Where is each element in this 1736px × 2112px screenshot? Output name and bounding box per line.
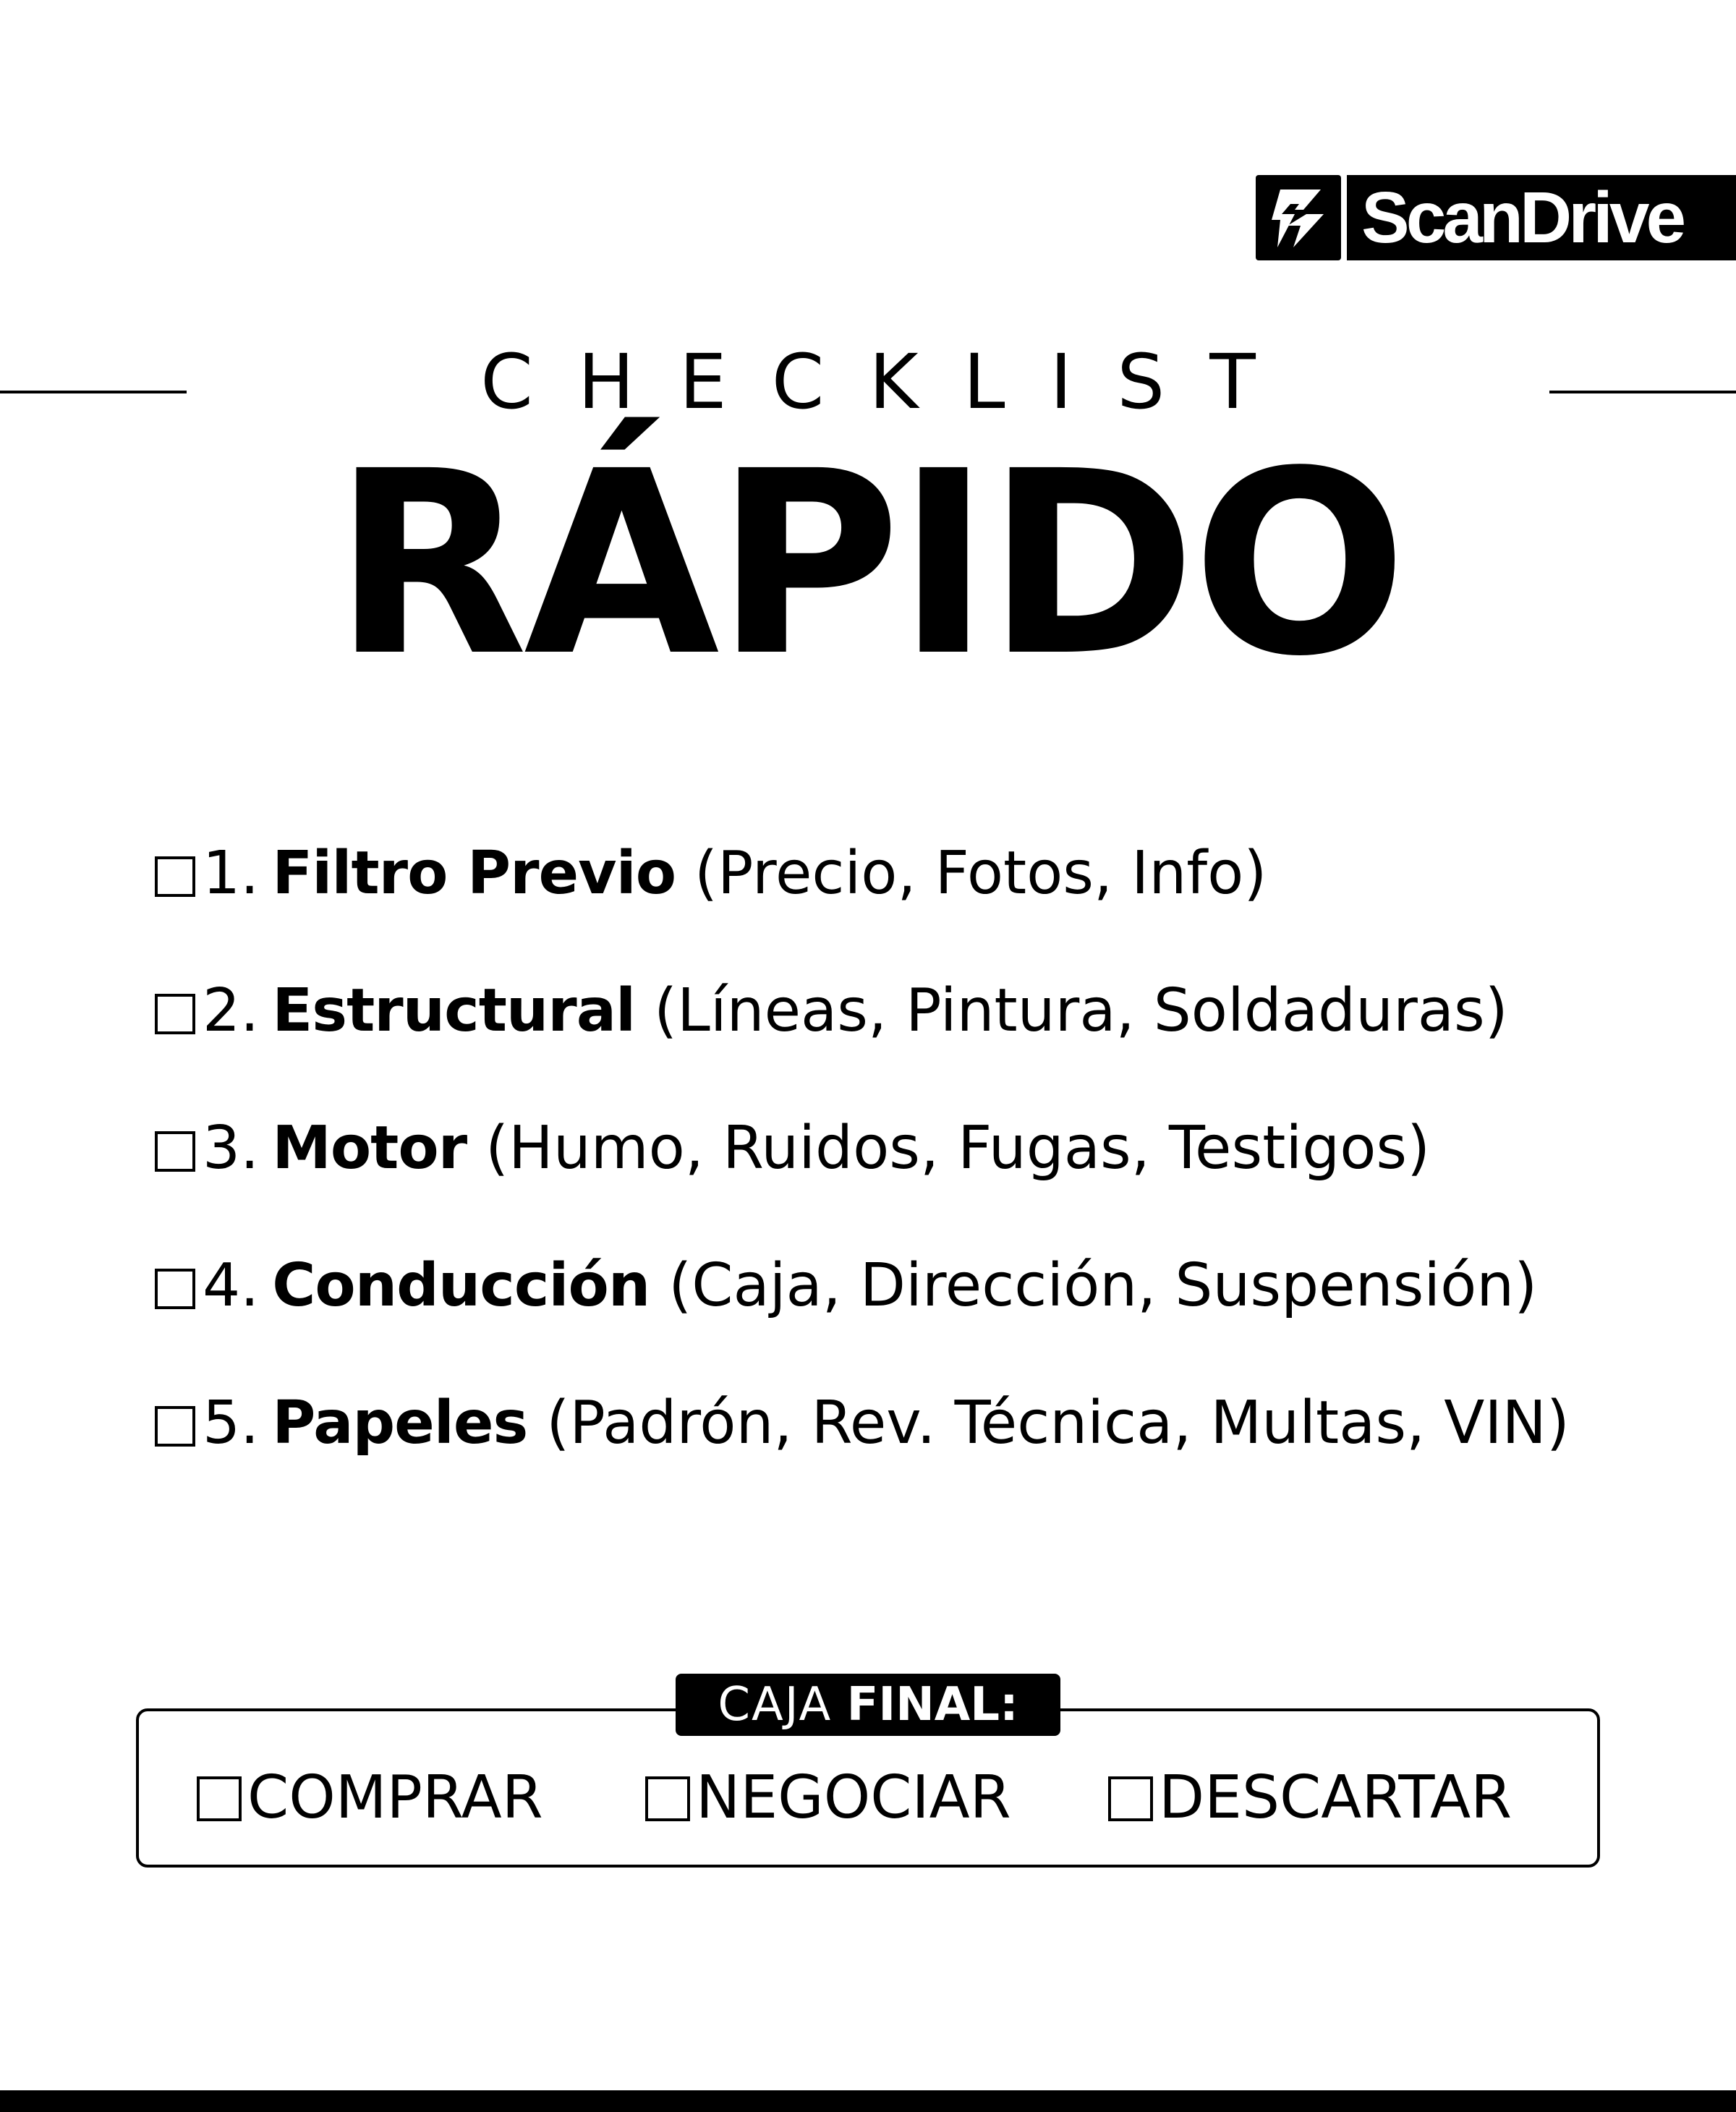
item-detail: (Padrón, Rev. Técnica, Multas, VIN) — [546, 1389, 1570, 1457]
checkbox-icon[interactable] — [155, 1406, 195, 1447]
option-label: DESCARTAR — [1159, 1763, 1512, 1832]
header-kicker: CHECKLIST — [480, 338, 1301, 426]
item-title: Estructural — [272, 976, 636, 1045]
checkbox-icon[interactable] — [155, 856, 195, 897]
item-title: Papeles — [272, 1389, 528, 1457]
item-title: Filtro Previo — [272, 839, 676, 908]
option-label: NEGOCIAR — [696, 1763, 1011, 1832]
item-number: 3. — [203, 1114, 260, 1183]
checkbox-icon[interactable] — [645, 1776, 690, 1821]
header-rule-right — [1549, 391, 1736, 393]
item-title: Motor — [272, 1114, 467, 1183]
checkbox-icon[interactable] — [155, 1269, 195, 1309]
item-detail: (Caja, Dirección, Suspensión) — [668, 1251, 1538, 1320]
item-number: 2. — [203, 976, 260, 1045]
item-detail: (Humo, Ruidos, Fugas, Testigos) — [485, 1114, 1431, 1183]
item-number: 1. — [203, 839, 260, 908]
checklist-item-2[interactable] — [155, 975, 1659, 1112]
checklist-item-5[interactable] — [155, 1387, 1659, 1525]
checklist-item-1[interactable] — [155, 838, 1659, 975]
lightning-bolt-icon — [1256, 175, 1341, 260]
item-number: 5. — [203, 1389, 260, 1457]
option-negociar[interactable] — [645, 1762, 1011, 1834]
bottom-bar — [0, 2090, 1736, 2112]
option-label: COMPRAR — [247, 1763, 543, 1832]
page-title: RÁPIDO — [333, 417, 1403, 712]
brand-name: ScanDrive — [1347, 175, 1736, 260]
item-title: Conducción — [272, 1251, 650, 1320]
final-label-regular: CAJA — [718, 1678, 833, 1732]
item-number: 4. — [203, 1251, 260, 1320]
checklist-item-3[interactable] — [155, 1112, 1659, 1250]
checklist-item-4[interactable] — [155, 1250, 1659, 1387]
checkbox-icon[interactable] — [1108, 1776, 1153, 1821]
header-rule-left — [0, 391, 187, 393]
option-descartar[interactable] — [1108, 1762, 1512, 1834]
final-decision-label — [676, 1674, 1060, 1736]
final-label-bold: FINAL: — [846, 1678, 1018, 1732]
checkbox-icon[interactable] — [155, 994, 195, 1034]
item-detail: (Precio, Fotos, Info) — [694, 839, 1267, 908]
item-detail: (Líneas, Pintura, Soldaduras) — [654, 976, 1508, 1045]
checkbox-icon[interactable] — [197, 1776, 242, 1821]
option-comprar[interactable] — [197, 1762, 543, 1834]
checkbox-icon[interactable] — [155, 1131, 195, 1172]
checklist — [155, 838, 1659, 1525]
